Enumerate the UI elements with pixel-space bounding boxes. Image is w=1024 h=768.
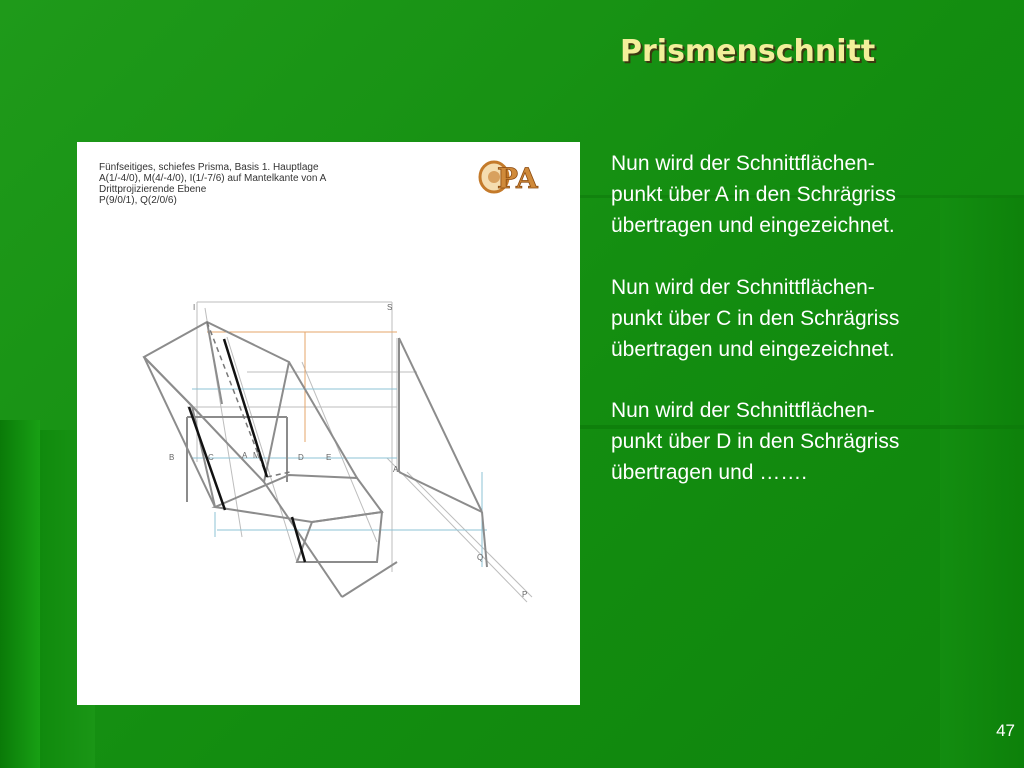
prism-drawing: [77, 142, 580, 705]
paragraph-line: punkt über C in den Schrägriss: [611, 307, 900, 330]
explanation-paragraph: [611, 148, 971, 241]
paragraph-line: übertragen und eingezeichnet.: [611, 338, 895, 361]
point-label-s: S: [387, 303, 393, 312]
figure-description-line: Drittprojizierende Ebene: [99, 184, 207, 195]
background-stripe: [0, 420, 40, 768]
point-label-a-projection: A: [393, 465, 399, 474]
paragraph-line: Nun wird der Schnittflächen-: [611, 152, 875, 175]
paragraph-line: übertragen und …….: [611, 461, 808, 484]
paragraph-line: punkt über A in den Schrägriss: [611, 183, 896, 206]
figure-description-line: A(1/-4/0), M(4/-4/0), I(1/-7/6) auf Mantelkante von A: [99, 173, 327, 184]
paragraph-line: Nun wird der Schnittflächen-: [611, 399, 875, 422]
slide-number: 47: [996, 721, 1015, 740]
paragraph-line: übertragen und eingezeichnet.: [611, 214, 895, 237]
prism-section-figure: [77, 142, 580, 705]
slide-title: Prismenschnitt: [620, 34, 876, 69]
point-label-p: P: [522, 590, 528, 599]
point-label-b: B: [169, 453, 175, 462]
point-label-e: E: [326, 453, 332, 462]
logo-text: PA: [497, 162, 538, 195]
point-label-d: D: [298, 453, 304, 462]
point-label-i: I: [193, 303, 196, 312]
point-label-a: A: [242, 451, 248, 460]
paragraph-line: Nun wird der Schnittflächen-: [611, 276, 875, 299]
point-label-c: C: [208, 453, 214, 462]
point-label-m: M: [253, 451, 260, 460]
figure-description-line: Fünfseitiges, schiefes Prisma, Basis 1. Hauptlage: [99, 162, 319, 173]
explanation-paragraph: [611, 395, 971, 488]
explanation-paragraph: [611, 272, 971, 365]
point-label-q: Q: [477, 553, 484, 562]
paragraph-line: punkt über D in den Schrägriss: [611, 430, 900, 453]
figure-description-line: P(9/0/1), Q(2/0/6): [99, 195, 177, 206]
